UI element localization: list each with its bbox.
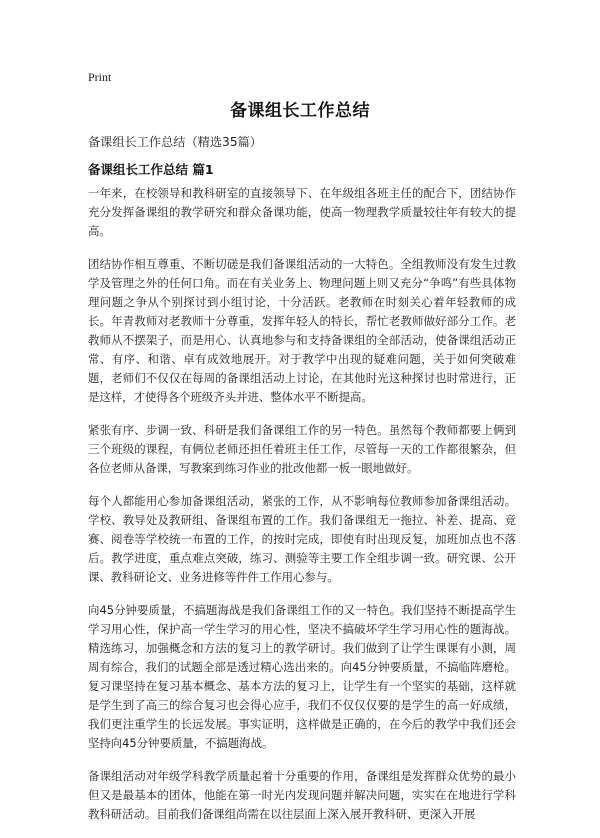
print-link[interactable]: Print — [88, 70, 112, 84]
paragraph: 团结协作相互尊重、不断切磋是我们备课组活动的一大特色。全组教师没有发生过教学及管理之外的任何口角。而在有关业务上、物理问题上则又充分“争鸣”有些具体物理问题之争从个别探讨到小组讨论，十分活跃。老教师在时刻关心着年轻教师的成长。年青教师对老教师十分尊重，发挥年轻人的特长，帮忙老教师做好部分工作。老教师从不摆架子，而是用心、认真地参与和支持备课组的全部活动，使备课组活动正常、有序、和谐、卓有成效地展开。对于教学中出现的疑难问题，关于如何突破难题，老师们不仅仅在每周的备课组活动上讨论，在其他时光这种探讨也时常进行，正是这样，才使得各个班级齐头并进、整体水平不断提高。 — [88, 257, 516, 404]
document-subtitle: 备课组长工作总结（精选35篇） — [88, 135, 262, 149]
section-heading: 备课组长工作总结 篇1 — [88, 162, 214, 177]
body-text — [88, 184, 516, 838]
paragraph: 一年来，在校领导和教科研室的直接领导下、在年级组各班主任的配合下，团结协作充分发挥备课组的教学研究和群众备课功能，使高一物理教学质量较往年有较大的提高。 — [88, 186, 516, 238]
paragraph: 紧张有序、步调一致、科研是我们备课组工作的另一特色。虽然每个教师都要上俩到三个班级的课程，有俩位老师还担任着班主任工作，尽管每一天的工作都很繁杂，但各位老师从备课，写教案到练习作业的批改他都一板一眼地做好。 — [88, 423, 516, 475]
document-title: 备课组长工作总结 — [230, 101, 370, 121]
paragraph: 备课组活动对年级学科教学质量起着十分重要的作用，备课组是发挥群众优势的最小但又是最基本的团体，他能在第一时光内发现问题并解决问题，实实在在地进行学科教科研活动。目前我们备课组尚需在以往层面上深入展开教科研、更深入开展 — [88, 769, 516, 821]
paragraph: 每个人都能用心参加备课组活动，紧张的工作，从不影响每位教师参加备课组活动。学校、教导处及教研组、备课组布置的工作。我们备课组无一拖拉、补差、提高、竞赛、阅卷等学校统一布置的工作，的按时完成，即使有时出现反复，加班加点也不落后。教学进度，重点难点突破，练习、测验等主要工作全组步调一致。研究课、公开课、教科研论文、业务进修等件件工作用心参与。 — [88, 494, 516, 584]
paragraph: 向45分钟要质量，不搞题海战是我们备课组工作的又一特色。我们坚持不断提高学生学习用心性，保护高一学生学习的用心性，坚决不搞破坏学生学习用心性的题海战。精选练习，加强概念和方法的复习上的教学研讨。我们做到了让学生课课有小测，周周有综合，我们的试题全部是透过精心选出来的。向45分钟要质量，不搞临阵磨枪。复习课坚持在复习基本概念、基本方法的复习上，让学生有一个坚实的基础，这样就是学生到了高三的综合复习也会得心应手，我们不仅仅仅要的是学生的高一好成绩，我们更注重学生的长远发展。事实证明，这样做是正确的，在今后的教学中我们还会坚持向45分钟要质量，不搞题海战。 — [88, 603, 516, 750]
